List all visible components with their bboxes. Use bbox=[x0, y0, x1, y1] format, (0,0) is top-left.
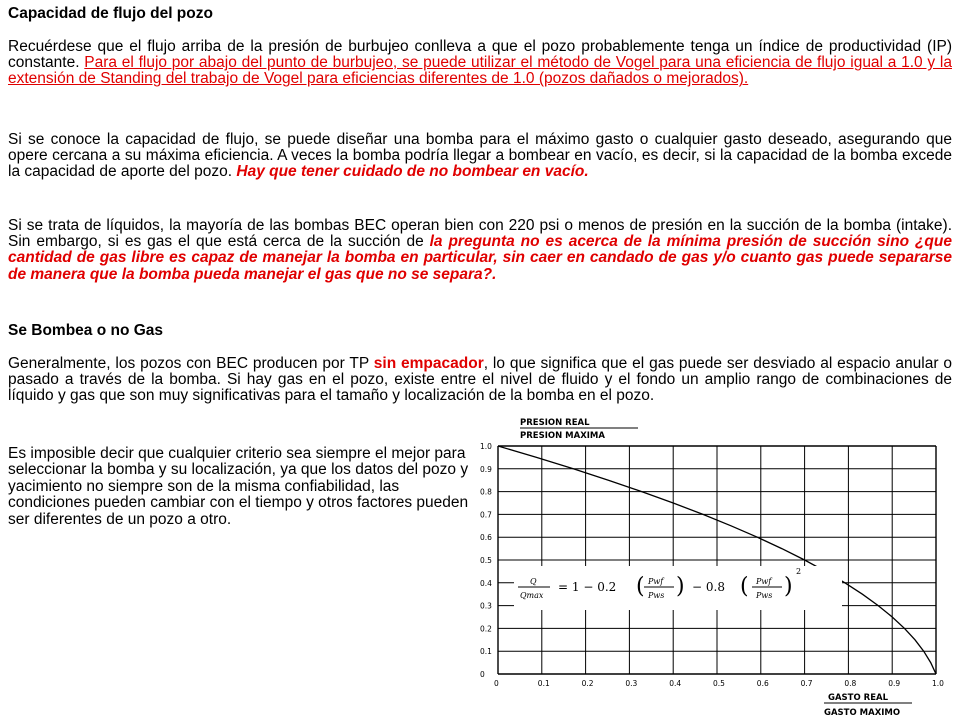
x-tick-label: 1.0 bbox=[932, 679, 944, 688]
x-tick-label: 0.5 bbox=[713, 679, 725, 688]
paragraph-tp-text-b: , lo que significa que el gas puede ser desviado al espacio anular o pasado a través de la bomba. Si hay gas en el pozo, existe entre el nivel de fluido y el fondo un amplio rango de combinaciones de líquido y gas que son muy significativas para el tamaño y localización de la bomba en el pozo. bbox=[8, 355, 952, 405]
y-tick-label: 0.3 bbox=[480, 601, 492, 611]
x-tick-label: 0 bbox=[494, 679, 499, 688]
y-tick-label: 0.6 bbox=[480, 533, 492, 543]
vogel-ipr-chart bbox=[478, 410, 960, 720]
x-tick-label: 0.3 bbox=[625, 679, 638, 688]
vogel-method-note: Para el flujo por abajo del punto de burbujeo, se puede utilizar el método de Vogel para una eficiencia de flujo igual a 1.0 y la extensión de Standing del trabajo de Vogel para eficiencias diferentes de 1.0 (pozos dañados o mejorados). bbox=[8, 54, 952, 88]
section-title-gas: Se Bombea o no Gas bbox=[8, 322, 164, 339]
paragraph-bomba-vacio bbox=[8, 132, 952, 181]
eq-t1-den: Pws bbox=[648, 591, 665, 600]
paragraph-criterio: Es imposible decir que cualquier criterio sea siempre el mejor para seleccionar la bomba y su localización, ya que los datos del pozo y yacimiento no siempre son de la misma confiabilidad, las condiciones pueden cambiar con el tiempo y otros factores pueden ser diferentes de un pozo a otro. bbox=[8, 445, 469, 528]
paragraph-tp-text-a: Generalmente, los pozos con BEC producen por TP bbox=[8, 355, 374, 372]
eq-t1-num: Pwf bbox=[648, 577, 664, 586]
gas-question-note: la pregunta no es acerca de la mínima presión de succión sino ¿que cantidad de gas libre es capaz de manejar la bomba en particular, sin caer en candado de gas y/o cuanto gas puede separarse de manera que la bomba pueda manejar el gas que no se separa?. bbox=[8, 233, 952, 283]
eq-t2-num: Pwf bbox=[756, 577, 772, 586]
x-tick-label: 0.6 bbox=[756, 679, 769, 688]
x-tick-label: 0.7 bbox=[800, 679, 813, 688]
sin-empacador-highlight: sin empacador bbox=[373, 355, 484, 372]
paragraph-liquidos-text: Si se trata de líquidos, la mayoría de las bombas BEC operan bien con 220 psi o menos de presión en la succión de la bomba (intake). Sin embargo, si es gas el que está cerca de la succión de bbox=[8, 217, 952, 251]
x-tick-label: 0.4 bbox=[669, 679, 682, 688]
x-axis-label-top: GASTO REAL bbox=[828, 693, 889, 703]
x-axis-label-bottom: GASTO MAXIMO bbox=[824, 708, 901, 718]
vacio-warning: Hay que tener cuidado de no bombear en vacío. bbox=[236, 163, 589, 181]
y-tick-label: 0.4 bbox=[480, 578, 492, 588]
x-tick-label: 0.8 bbox=[844, 679, 857, 688]
y-axis-label-top: PRESION REAL bbox=[520, 418, 590, 428]
section-title-capacidad: Capacidad de flujo del pozo bbox=[8, 5, 213, 22]
paragraph-liquidos-gas bbox=[8, 218, 952, 283]
y-tick-label: 0.7 bbox=[480, 510, 492, 520]
y-tick-label: 0 bbox=[480, 670, 485, 679]
y-tick-label: 0.2 bbox=[480, 624, 492, 634]
eq-minus-2: − 0.8 bbox=[692, 580, 725, 594]
eq-exponent: 2 bbox=[796, 567, 802, 576]
paragraph-ip-vogel bbox=[8, 39, 952, 88]
y-tick-label: 0.8 bbox=[480, 487, 492, 497]
y-tick-label: 1.0 bbox=[480, 442, 492, 451]
paragraph-tp-empacador bbox=[8, 356, 952, 405]
eq-one: = 1 − 0.2 bbox=[558, 580, 617, 594]
eq-paren-open-1: ( bbox=[636, 574, 645, 599]
paragraph-bomba-text: Si se conoce la capacidad de flujo, se puede diseñar una bomba para el máximo gasto o cualquier gasto deseado, asegurando que opere cercana a su máxima eficiencia. A veces la bomba podría llegar a bombear en vacío, es decir, si la capacidad de la bomba excede la capacidad de aporte del pozo. bbox=[8, 131, 952, 181]
y-tick-label: 0.9 bbox=[480, 464, 492, 474]
x-tick-label: 0.1 bbox=[537, 679, 550, 688]
eq-paren-open-2: ( bbox=[740, 574, 749, 599]
eq-lhs-den: Qmax bbox=[520, 591, 544, 600]
eq-t2-den: Pws bbox=[756, 591, 773, 600]
y-tick-label: 0.5 bbox=[480, 556, 492, 565]
paragraph-ip-text: Recuérdese que el flujo arriba de la presión de burbujeo conlleva a que el pozo probablemente tenga un índice de productividad (IP) constante. bbox=[8, 38, 952, 72]
eq-lhs-num: Q bbox=[530, 577, 537, 586]
vogel-equation bbox=[514, 566, 842, 610]
y-tick-label: 0.1 bbox=[480, 647, 492, 657]
x-tick-label: 0.9 bbox=[888, 679, 901, 688]
eq-paren-close-2: ) bbox=[784, 574, 793, 599]
x-tick-label: 0.2 bbox=[581, 679, 594, 688]
y-axis-label-bottom: PRESION MAXIMA bbox=[520, 431, 605, 441]
eq-paren-close-1: ) bbox=[676, 574, 685, 599]
